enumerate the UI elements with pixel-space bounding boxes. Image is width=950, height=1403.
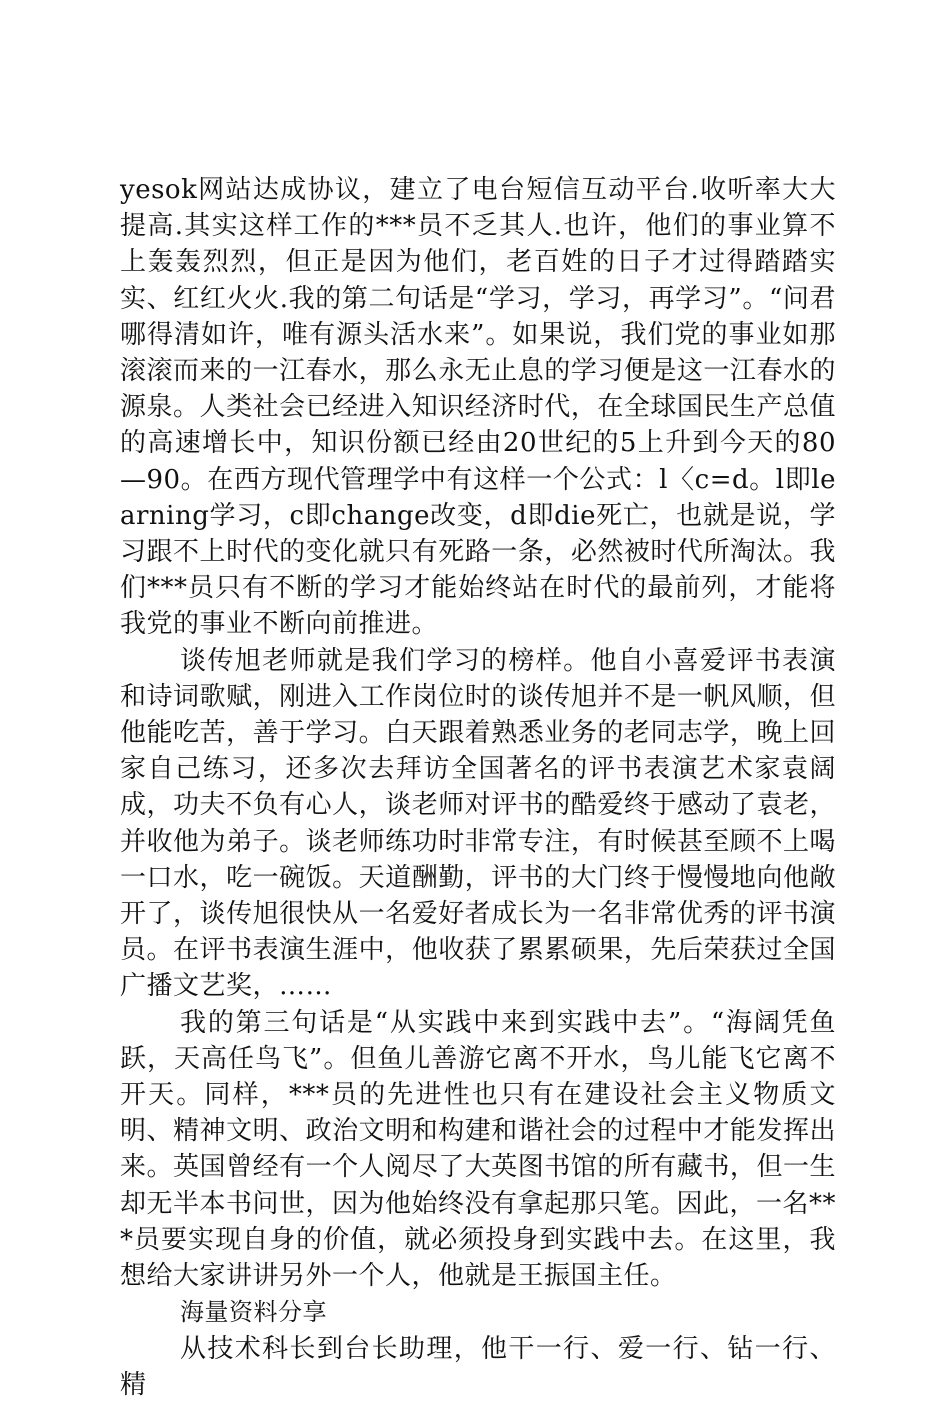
paragraph-5: 从技术科长到台长助理，他干一行、爱一行、钻一行、精 [120,1333,836,1400]
paragraph-4-share-note: 海量资料分享 [180,1298,327,1327]
paragraph-3: 我的第三句话是“从实践中来到实践中去”。“海阔凭鱼跃，天高任鸟飞”。但鱼儿善游它离不开水，鸟儿能飞它离不开天。同样，***员的先进性也只有在建设社会主义物质文明、精神文明、政治文明和构建和谐社会的过程中才能发挥出来。英国曾经有一个人阅尽了大英图书馆的所有藏书，但一生却无半本书问世，因为他始终没有拿起那只笔。因此，一名***员要实现自身的价值，就必须投身到实践中去。在这里，我想给大家讲讲另外一个人，他就是王振国主任。 [120,1007,837,1292]
paragraph-2: 谈传旭老师就是我们学习的榜样。他自小喜爱评书表演和诗词歌赋，刚进入工作岗位时的谈传旭并不是一帆风顺，但他能吃苦，善于学习。白天跟着熟悉业务的老同志学，晚上回家自己练习，还多次去拜访全国著名的评书表演艺术家袁阔成，功夫不负有心人，谈老师对评书的酷爱终于感动了袁老，并收他为弟子。谈老师练功时非常专注，有时候甚至顾不上喝一口水，吃一碗饭。天道酬勤，评书的大门终于慢慢地向他敞开了，谈传旭很快从一名爱好者成长为一名非常优秀的评书演员。在评书表演生涯中，他收获了累累硕果，先后荣获过全国广播文艺奖，…… [120,645,836,1002]
document-body [120,172,836,1403]
paragraph-1: yesok网站达成协议，建立了电台短信互动平台.收听率大大提高.其实这样工作的***员不乏其人.也许，他们的事业算不上轰轰烈烈，但正是因为他们，老百姓的日子才过得踏踏实实、红红火火.我的第二句话是“学习，学习，再学习”。“问君哪得清如许，唯有源头活水来”。如果说，我们党的事业如那滚滚而来的一江春水，那么永无止息的学习便是这一江春水的源泉。人类社会已经进入知识经济时代，在全球国民生产总值的高速增长中，知识份额已经由20世纪的5上升到今天的80—90。在西方现代管理学中有这样一个公式：l〈c=d。l即learning学习，c即change改变，d即die死亡，也就是说，学习跟不上时代的变化就只有死路一条，必然被时代所淘汰。我们***员只有不断的学习才能始终站在时代的最前列，才能将我党的事业不断向前推进。 [120,175,836,640]
